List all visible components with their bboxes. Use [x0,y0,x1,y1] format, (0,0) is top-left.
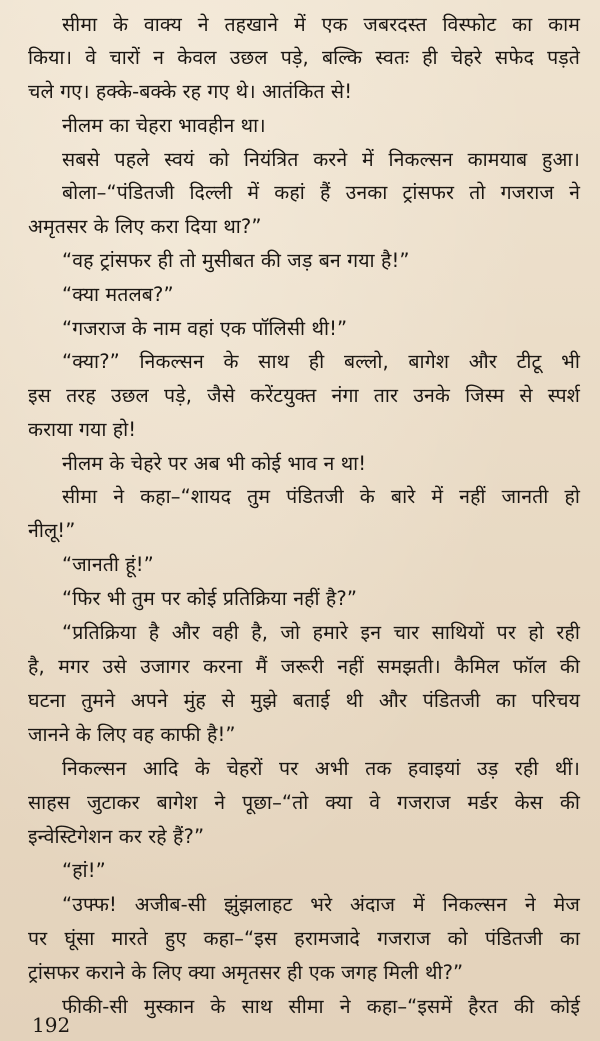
text-line: नीलम का चेहरा भावहीन था। [62,114,266,137]
text-line: सबसे पहले स्वयं को नियंत्रित करने में निकल्सन कामयाब हुआ। [62,148,580,171]
text-line: “वह ट्रांसफर ही तो मुसीबत की जड़ बन गया है!” [62,249,410,272]
text-line: इन्वेस्टिगेशन कर रहे हैं?” [28,825,205,848]
text-line: ट्रांसफर कराने के लिए क्या अमृतसर ही एक जगह मिली थी?” [28,961,464,984]
text-line: निकल्सन आदि के चेहरों पर अभी तक हवाइयां उड़ रही थीं। [62,757,580,780]
text-line: अमृतसर के लिए करा दिया था?” [28,215,262,238]
text-line: इस तरह उछल पड़े, जैसे करेंटयुक्त नंगा तार उनके जिस्म से स्पर्श [28,384,580,407]
text-line: “क्या मतलब?” [62,283,174,306]
text-line: सीमा के वाक्य ने तहखाने में एक जबरदस्त विस्फोट का काम [62,13,580,36]
text-line: है, मगर उसे उजागर करना मैं जरूरी नहीं समझती। कैमिल फॉल की [28,655,580,678]
text-line: “जानती हूं!” [62,553,154,576]
text-line: “प्रतिक्रिया है और वही है, जो हमारे इन चार साथियों पर हो रही [62,621,580,644]
text-line: कराया गया हो! [28,418,137,441]
page-number: 192 [32,1013,71,1037]
text-line: “गजराज के नाम वहां एक पॉलिसी थी!” [62,317,348,340]
text-line: किया। वे चारों न केवल उछल पड़े, बल्कि स्वतः ही चेहरे सफेद पड़ते [28,46,580,69]
text-line: साहस जुटाकर बागेश ने पूछा–“तो क्या वे गजराज मर्डर केस की [28,791,580,814]
text-line: “उफ्फ! अजीब-सी झुंझलाहट भरे अंदाज में निकल्सन ने मेज [62,893,580,916]
text-line: “क्या?” निकल्सन के साथ ही बल्लो, बागेश और टीटू भी [62,350,580,373]
text-line: “फिर भी तुम पर कोई प्रतिक्रिया नहीं है?” [62,587,358,610]
text-line: फीकी-सी मुस्कान के साथ सीमा ने कहा–“इसमें हैरत की कोई [62,995,580,1018]
text-line: घटना तुमने अपने मुंह से मुझे बताई थी और पंडितजी का परिचय [28,689,580,712]
text-line: नीलम के चेहरे पर अब भी कोई भाव न था! [62,452,367,475]
text-line: “हां!” [62,859,106,882]
text-line: चले गए। हक्के-बक्के रह गए थे। आतंकित से! [28,80,353,103]
text-line: पर घूंसा मारते हुए कहा–“इस हरामजादे गजराज को पंडितजी का [28,927,580,950]
text-line: सीमा ने कहा–“शायद तुम पंडितजी के बारे में नहीं जानती हो [62,485,580,508]
text-line: नीलू!” [28,519,76,542]
text-line: बोला–“पंडितजी दिल्ली में कहां हैं उनका ट्रांसफर तो गजराज ने [62,181,580,204]
text-line: जानने के लिए वह काफी है!” [28,723,236,746]
